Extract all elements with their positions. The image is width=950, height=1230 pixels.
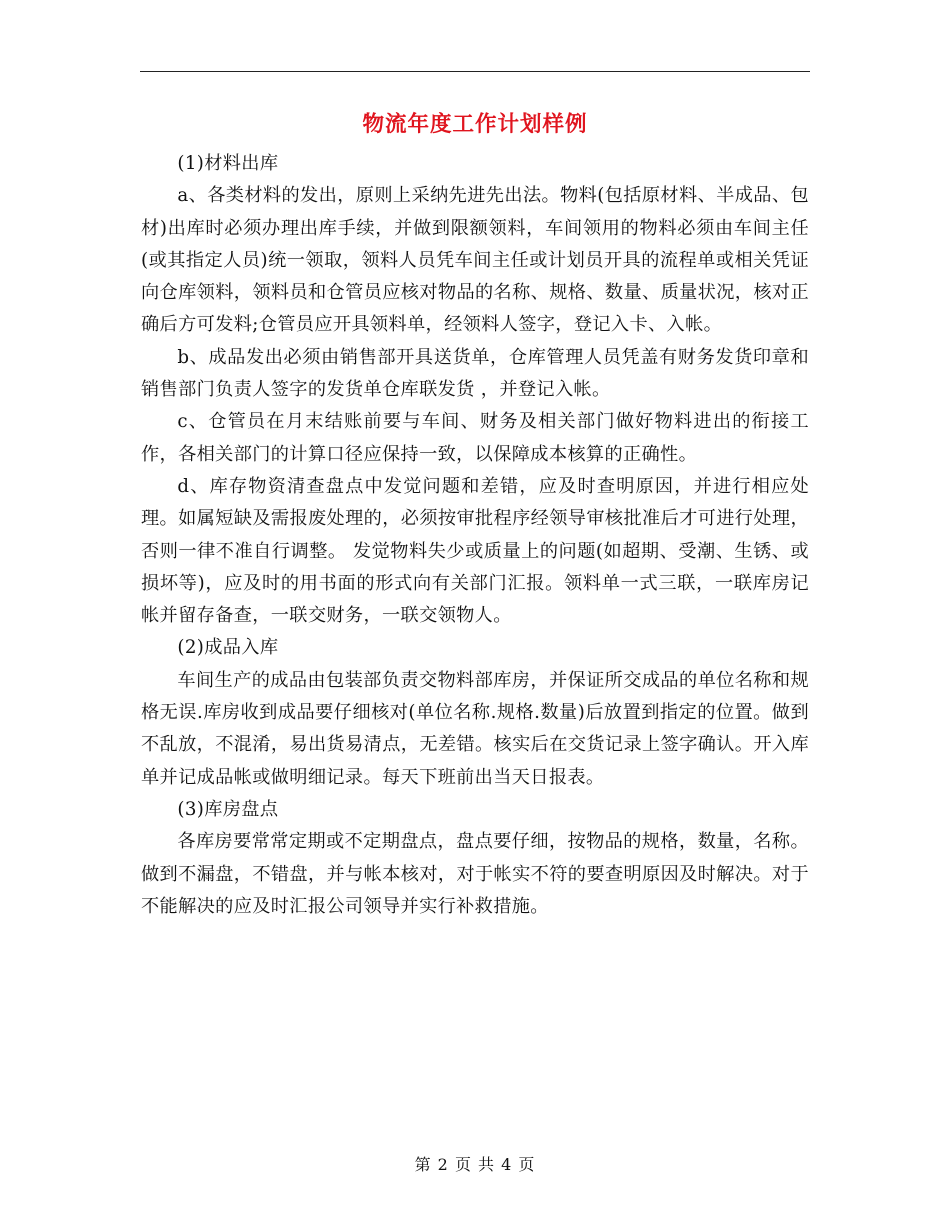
- page-number-footer: 第 2 页 共 4 页: [414, 1155, 536, 1174]
- paragraph-item-b: b、成品发出必须由销售部开具送货单，仓库管理人员凭盖有财务发货印章和销售部门负责人签字的发货单仓库联发货 ，并登记入帐。: [141, 346, 809, 401]
- paragraph-item-c: c、仓管员在月末结账前要与车间、财务及相关部门做好物料进出的衔接工作，各相关部门的计算口径应保持一致，以保障成本核算的正确性。: [141, 411, 809, 465]
- paragraph-product-inbound: 车间生产的成品由包装部负责交物料部库房，并保证所交成品的单位名称和规格无误.库房收到成品要仔细核对(单位名称.规格.数量)后放置到指定的位置。做到不乱放，不混淆，易出货易清点，无差错。核实后在交货记录上签字确认。开入库单并记成品帐或做明细记录。每天下班前出当天日报表。: [141, 669, 809, 788]
- paragraph-item-d: d、库存物资清查盘点中发觉问题和差错，应及时查明原因，并进行相应处理。如属短缺及需报废处理的，必须按审批程序经领导审核批准后才可进行处理，否则一律不准自行调整。 发觉物料失少或质量上的问题(如超期、受潮、生锈、或损坏等)，应及时的用书面的形式向有关部门汇报。领料单一式三联，一联库房记帐并留存备查，一联交财务，一联交领物人。: [141, 475, 809, 627]
- document-title: 物流年度工作计划样例: [362, 112, 588, 137]
- section-heading-warehouse-inventory: (3)库房盘点: [177, 798, 279, 820]
- header-rule: [140, 71, 810, 72]
- paragraph-warehouse-inventory: 各库房要常常定期或不定期盘点，盘点要仔细，按物品的规格，数量，名称。做到不漏盘，不错盘，并与帐本核对，对于帐实不符的要查明原因及时解决。对于不能解决的应及时汇报公司领导并实行补救措施。: [141, 831, 809, 917]
- paragraph-item-a: a、各类材料的发出，原则上采纳先进先出法。物料(包括原材料、半成品、包材)出库时必须办理出库手续，并做到限额领料，车间领用的物料必须由车间主任(或其指定人员)统一领取，领料人员凭车间主任或计划员开具的流程单或相关凭证向仓库领料，领料员和仓管员应核对物品的名称、规格、数量、质量状况，核对正确后方可发料;仓管员应开具领料单，经领料人签字，登记入卡、入帐。: [141, 185, 809, 336]
- section-heading-material-outbound: (1)材料出库: [177, 153, 279, 174]
- section-heading-product-inbound: (2)成品入库: [177, 637, 279, 659]
- document-body: [141, 148, 809, 923]
